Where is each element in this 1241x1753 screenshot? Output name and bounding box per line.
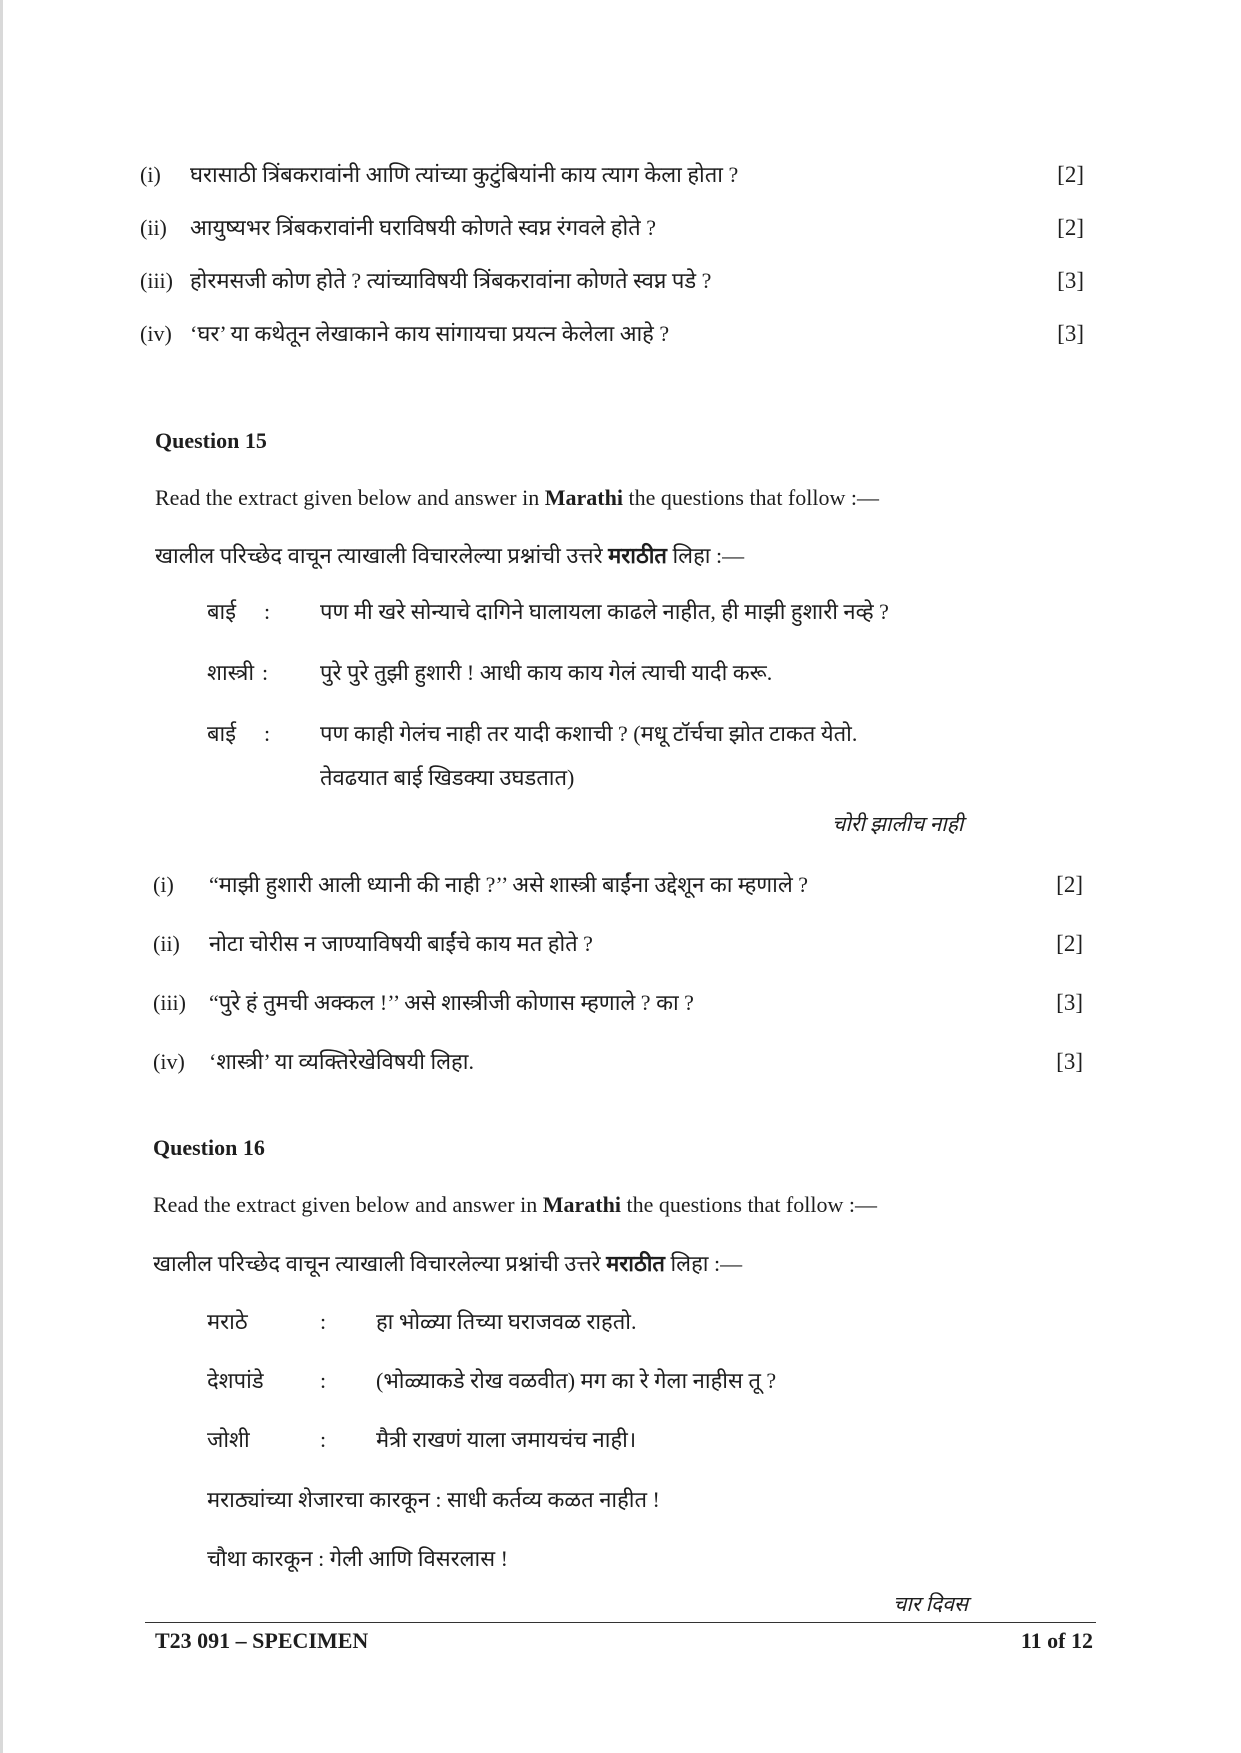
q15-intro-en-post: the questions that follow :— [622,485,879,510]
q16-intro-en-post: the questions that follow :— [620,1192,877,1217]
dialogue-speaker: बाई [207,721,237,746]
q16-intro-mr-pre: खालील परिच्छेद वाचून त्याखाली विचारलेल्या प्रश्नांची उत्तरे [153,1251,607,1276]
dialogue-colon: : [264,599,271,624]
dialogue-colon: : [320,1427,327,1452]
dialogue-text: मराठ्यांच्या शेजारचा कारकून : साधी कर्तव्य कळत नाहीत ! [207,1487,660,1512]
dialogue-text: चौथा कारकून : गेली आणि विसरलास ! [207,1546,508,1571]
dialogue-colon: : [264,721,271,746]
dialogue-text: तेवढयात बाई खिडक्या उघडतात) [320,765,575,790]
q15-source: चोरी झालीच नाही [832,812,964,836]
q15-intro-mr-bold: मराठीत [608,543,667,568]
q16-intro-mr-post: लिहा :— [664,1251,743,1276]
q16-intro-en-bold: Marathi [542,1192,621,1217]
dialogue-speaker: शास्त्री [207,660,255,685]
dialogue-speaker: देशपांडे [207,1368,264,1393]
question-text: आयुष्यभर त्रिंबकरावांनी घराविषयी कोणते स्वप्न रंगवले होते ? [190,215,656,240]
dialogue-text: पुरे पुरे तुझी हुशारी ! आधी काय काय गेलं त्याची यादी करू. [320,660,773,685]
page-edge [0,0,3,1753]
question-text: घरासाठी त्रिंबकरावांनी आणि त्यांच्या कुटुंबियांनी काय त्याग केला होता ? [190,162,739,187]
dialogue-text: मैत्री राखणं याला जमायचंच नाही। [376,1427,637,1452]
q16-intro-en-pre: Read the extract given below and answer in [153,1192,543,1217]
question-text: ‘शास्त्री’ या व्यक्तिरेखेविषयी लिहा. [209,1049,474,1074]
dialogue-speaker: जोशी [207,1427,250,1452]
q15-intro-en-pre: Read the extract given below and answer in [155,485,545,510]
dialogue-speaker: मराठे [207,1309,248,1334]
question-text: होरमसजी कोण होते ? त्यांच्याविषयी त्रिंबकरावांना कोणते स्वप्न पडे ? [190,268,712,293]
question-number: (i) [140,162,161,187]
question-marks: [2] [1057,162,1084,187]
q15-intro-mr-post: लिहा :— [666,543,745,568]
dialogue-colon: : [320,1368,327,1393]
question-marks: [3] [1056,990,1083,1015]
question-16-heading: Question 16 [153,1135,265,1160]
dialogue-text: पण काही गेलंच नाही तर यादी कशाची ? (मधू टॉर्चचा झोत टाकत येतो. [320,721,858,746]
q15-intro-mr-pre: खालील परिच्छेद वाचून त्याखाली विचारलेल्या प्रश्नांची उत्तरे [155,543,609,568]
q16-intro-marathi [153,1248,742,1278]
question-text: “माझी हुशारी आली ध्यानी की नाही ?’’ असे शास्त्री बाईंना उद्देशून का म्हणाले ? [209,872,809,897]
question-number: (ii) [140,215,167,240]
dialogue-text: पण मी खरे सोन्याचे दागिने घालायला काढले नाहीत, ही माझी हुशारी नव्हे ? [320,599,889,624]
q15-intro-en-bold: Marathi [544,485,623,510]
q16-source: चार दिवस [893,1592,969,1616]
question-marks: [3] [1057,268,1084,293]
q15-intro-english [155,485,879,511]
question-number: (ii) [153,931,180,956]
footer-page-number: 11 of 12 [1020,1628,1093,1653]
q15-intro-marathi [155,540,744,570]
question-text: “पुरे हं तुमची अक्कल !’’ असे शास्त्रीजी कोणास म्हणाले ? का ? [209,990,694,1015]
dialogue-text: (भोळ्याकडे रोख वळवीत) मग का रे गेला नाहीस तू ? [376,1368,777,1393]
question-text: नोटा चोरीस न जाण्याविषयी बाईंचे काय मत होते ? [209,931,593,956]
question-number: (iv) [140,321,172,346]
dialogue-speaker: बाई [207,599,237,624]
footer-paper-code: T23 091 – SPECIMEN [155,1628,369,1653]
q16-intro-mr-bold: मराठीत [606,1251,665,1276]
footer-divider [145,1622,1096,1623]
question-marks: [2] [1056,931,1083,956]
q16-intro-english [153,1192,877,1218]
question-number: (iii) [140,268,173,293]
question-marks: [3] [1056,1049,1083,1074]
question-number: (iv) [153,1049,185,1074]
question-marks: [2] [1057,215,1084,240]
question-number: (i) [153,872,174,897]
question-marks: [2] [1056,872,1083,897]
dialogue-colon: : [320,1309,327,1334]
dialogue-colon: : [262,660,269,685]
question-text: ‘घर’ या कथेतून लेखाकाने काय सांगायचा प्रयत्न केलेला आहे ? [190,321,670,346]
question-15-heading: Question 15 [155,428,267,453]
dialogue-text: हा भोळ्या तिच्या घराजवळ राहतो. [376,1309,637,1334]
question-number: (iii) [153,990,186,1015]
question-marks: [3] [1057,321,1084,346]
